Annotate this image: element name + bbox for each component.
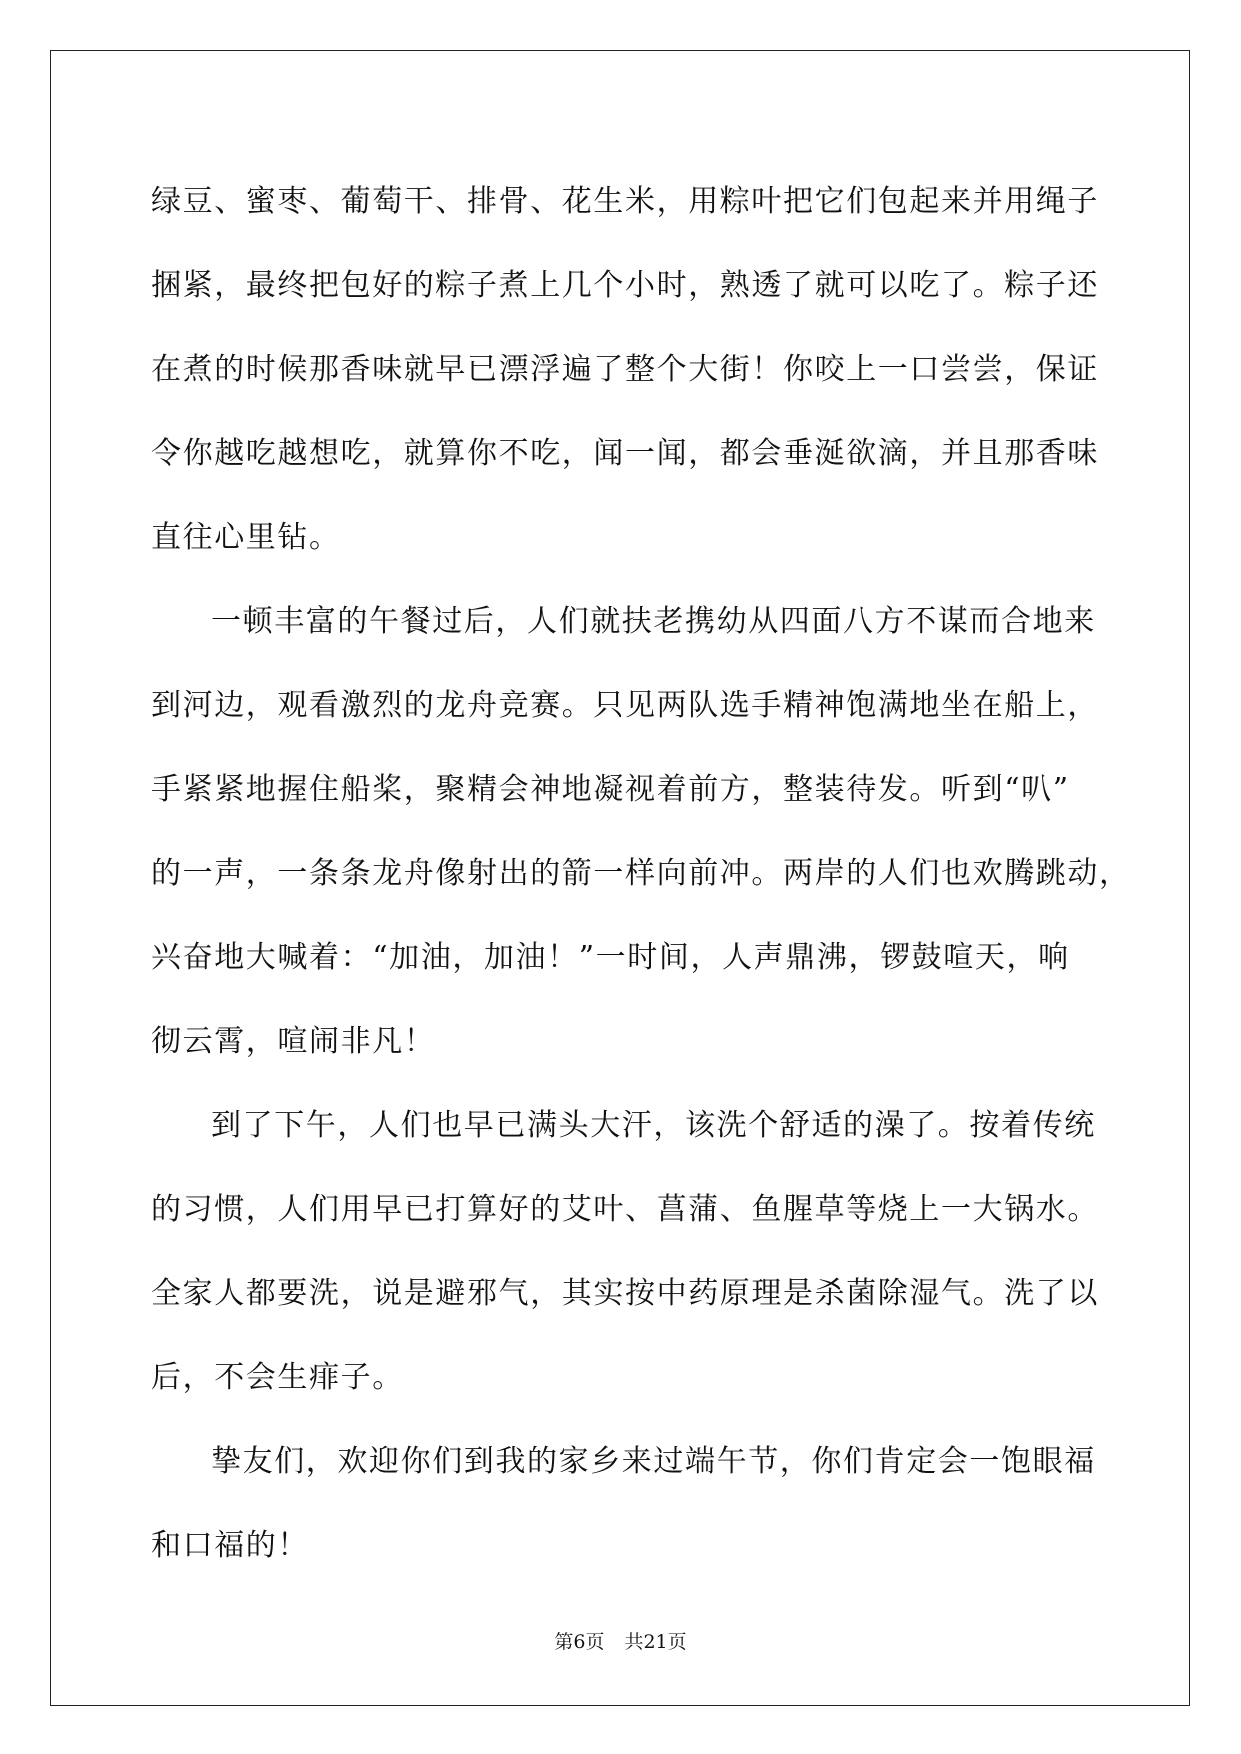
text-line: 在煮的时候那香味就早已漂浮遍了整个大街！你咬上一口尝尝，保证 bbox=[151, 352, 1099, 387]
paragraph-first-line: 一顿丰富的午餐过后，人们就扶老携幼从四面八方不谋而合地来 bbox=[211, 604, 1096, 639]
text-line: 令你越吃越想吃，就算你不吃，闻一闻，都会垂涎欲滴，并且那香味 bbox=[151, 436, 1099, 471]
text-line: 后，不会生痱子。 bbox=[151, 1360, 404, 1395]
paragraph-first-line: 到了下午，人们也早已满头大汗，该洗个舒适的澡了。按着传统 bbox=[211, 1108, 1096, 1143]
text-line: 到河边，观看激烈的龙舟竞赛。只见两队选手精神饱满地坐在船上， bbox=[151, 688, 1099, 723]
text-line: 彻云霄，喧闹非凡！ bbox=[151, 1024, 436, 1059]
text-line: 绿豆、蜜枣、葡萄干、排骨、花生米，用粽叶把它们包起来并用绳子 bbox=[151, 184, 1099, 219]
page-number: 第6页 bbox=[554, 1631, 605, 1653]
paragraph-first-line: 挚友们，欢迎你们到我的家乡来过端午节，你们肯定会一饱眼福 bbox=[211, 1444, 1096, 1479]
text-line: 的习惯，人们用早已打算好的艾叶、菖蒲、鱼腥草等烧上一大锅水。 bbox=[151, 1192, 1099, 1227]
text-line: 和口福的！ bbox=[151, 1528, 309, 1563]
text-line: 捆紧，最终把包好的粽子煮上几个小时，熟透了就可以吃了。粽子还 bbox=[151, 268, 1099, 303]
page-total: 共21页 bbox=[624, 1631, 687, 1653]
text-line: 的一声，一条条龙舟像射出的箭一样向前冲。两岸的人们也欢腾跳动， bbox=[151, 856, 1131, 891]
text-line: 直往心里钻。 bbox=[151, 520, 341, 555]
text-line: 手紧紧地握住船桨，聚精会神地凝视着前方，整装待发。听到“叭” bbox=[151, 772, 1070, 807]
text-line: 全家人都要洗，说是避邪气，其实按中药原理是杀菌除湿气。洗了以 bbox=[151, 1276, 1099, 1311]
document-body bbox=[151, 160, 1131, 1588]
page-footer bbox=[0, 1630, 1241, 1654]
text-line: 兴奋地大喊着：“加油，加油！”一时间，人声鼎沸，锣鼓喧天，响 bbox=[151, 940, 1070, 975]
